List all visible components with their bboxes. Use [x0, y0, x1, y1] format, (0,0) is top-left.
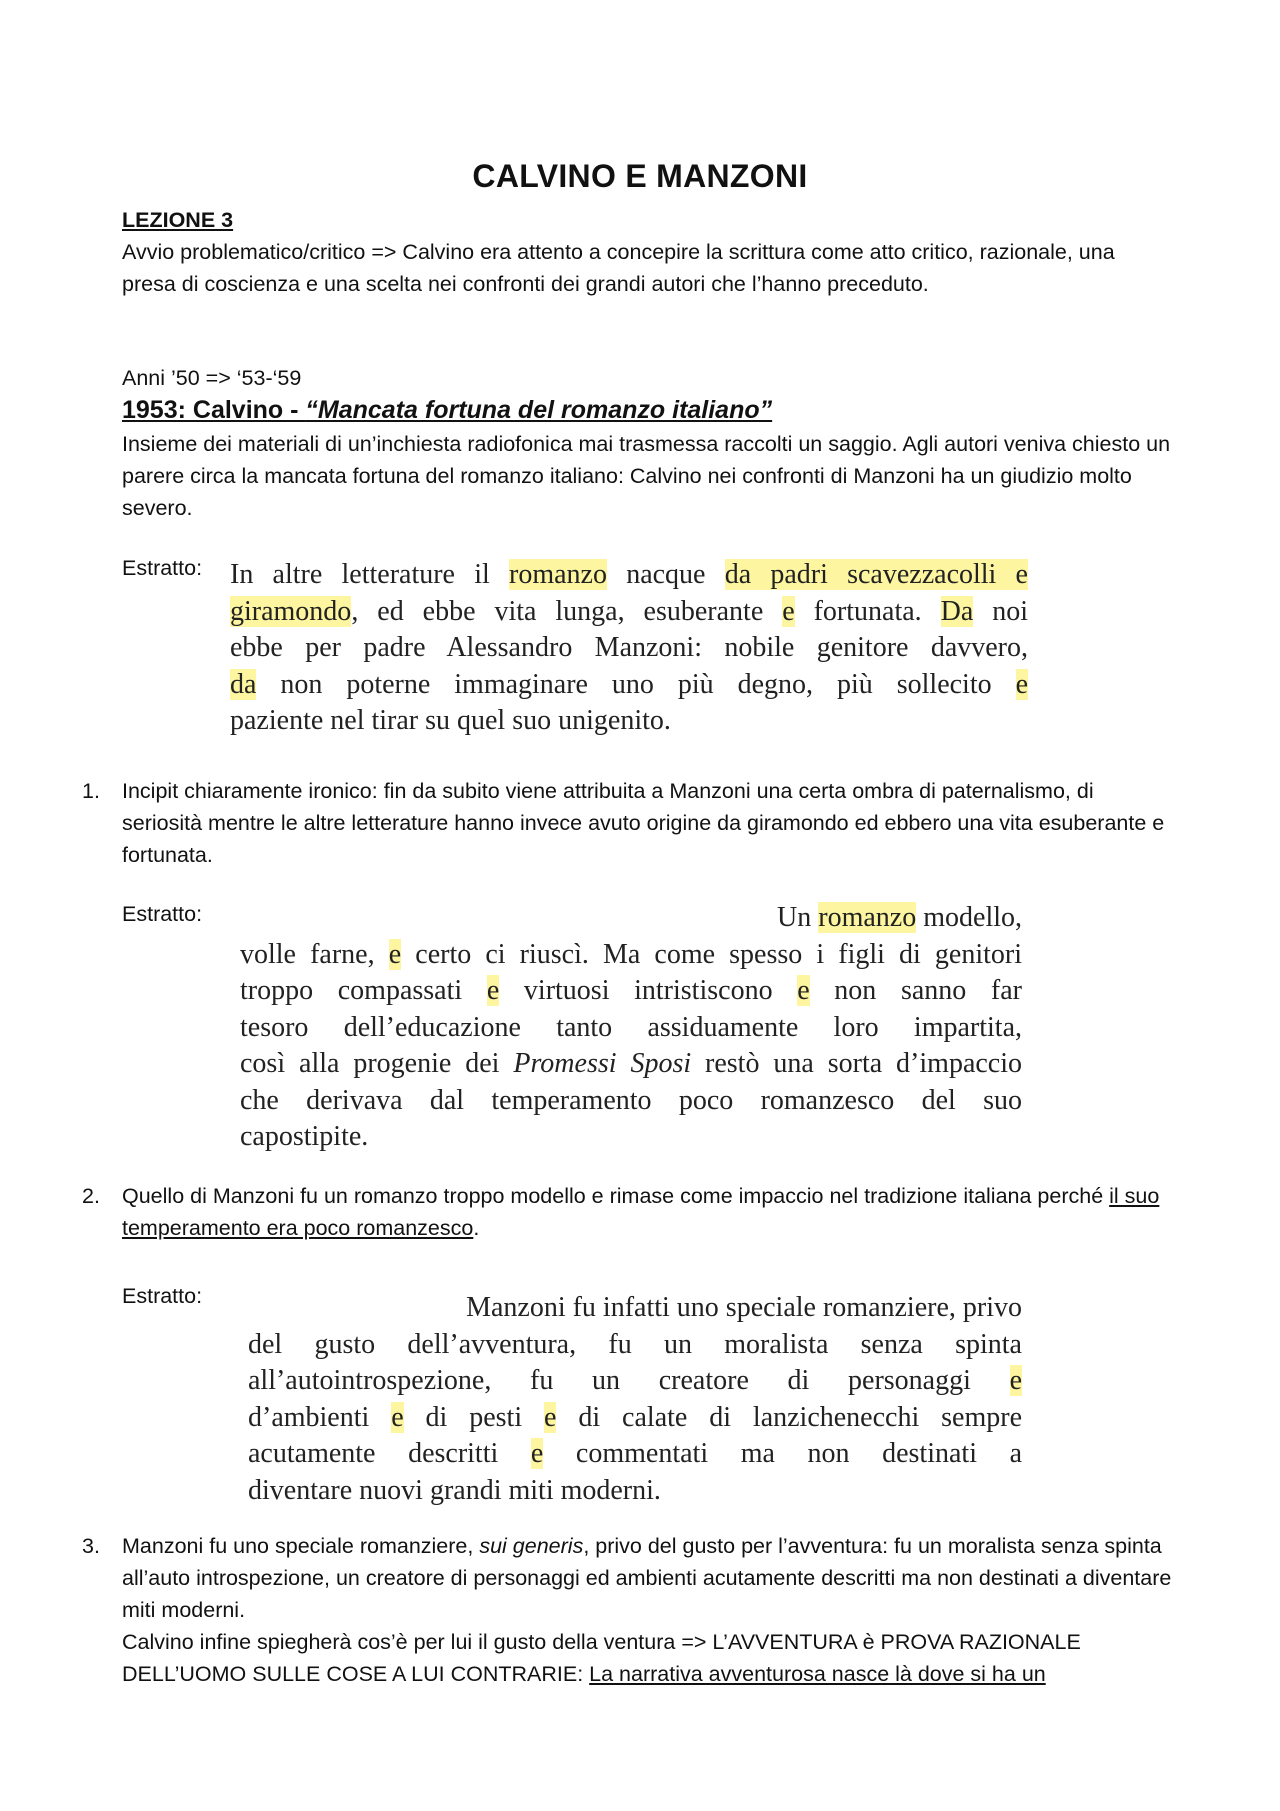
heading-work-title: “Mancata fortuna del romanzo italiano” [305, 396, 773, 424]
quote-line: che derivava dal temperamento poco romanzesco del suo [240, 1084, 1022, 1116]
quote-line: tesoro dell’educazione tanto assiduamente loro impartita, [240, 1011, 1022, 1043]
quote-line: del gusto dell’avventura, fu un moralista senza spinta [248, 1328, 1022, 1360]
quote-line: acutamente descritti e commentati ma non destinati a [248, 1438, 1022, 1469]
extract-label-3: Estratto: [122, 1284, 203, 1308]
intro-paragraph: Avvio problematico/critico => Calvino era attento a concepire la scrittura come atto critico, razionale, una presa di coscienza e una scelta nei confronti dei grandi autori che l’hanno preceduto. [122, 240, 1115, 296]
quote-line: all’autointrospezione, fu un creatore di personaggi e [248, 1365, 1022, 1396]
list-item-3: 3. Manzoni fu uno speciale romanziere, sui generis, privo del gusto per l’avventura: fu un moralista senza spinta all’auto introspezione, un creatore di personaggi ed ambienti acutamente descritti ma non destinati a diventare miti moderni. Calvino infine spiegherà cos’è per lui il gusto della ventura => L’AVVENTURA è PROVA RAZIONALE DELL’UOMO SULLE COSE A LUI CONTRARIE: La narrativa avventurosa nasce là dove si ha un [122, 1530, 1172, 1690]
list-number: 2. [82, 1184, 100, 1208]
quote-line: troppo compassati e virtuosi intristiscono e non sanno far [240, 975, 1023, 1006]
quote-line: Manzoni fu infatti uno speciale romanziere, privo [466, 1292, 1022, 1323]
quote-line: d’ambienti e di pesti e di calate di lanzichenecchi sempre [248, 1401, 1023, 1433]
list-item-underlined: il suo temperamento era poco romanzesco [122, 1184, 1160, 1240]
quote-line: ebbe per padre Alessandro Manzoni: nobile genitore davvero, [230, 632, 1028, 663]
page-title: CALVINO E MANZONI [472, 158, 808, 194]
section-heading [122, 394, 1172, 426]
quote-line: In altre letterature il romanzo nacque da padri scavezzacolli e [230, 559, 1028, 590]
extract-quote-1 [230, 557, 1028, 740]
extract-quote-2 [240, 900, 1022, 1156]
years-line: Anni ’50 => ‘53-‘59 [122, 366, 302, 390]
list-item-text: Incipit chiaramente ironico: fin da subito viene attribuita a Manzoni una certa ombra di paternalismo, di seriosità mentre le altre letterature hanno invece avuto origine da giramondo ed ebbero una vita esuberante e fortunata. [122, 779, 1165, 867]
list-number: 3. [82, 1534, 100, 1558]
conclusion-text: Calvino infine spiegherà cos’è per lui il gusto della ventura => L’AVVENTURA è PROVA RAZIONALE DELL’UOMO SULLE COSE A LUI CONTRARIE: [122, 1630, 1081, 1686]
quote-line: paziente nel tirar su quel suo unigenito. [230, 705, 671, 736]
extract-quote-3 [248, 1290, 1022, 1509]
list-item-text: Manzoni fu uno speciale romanziere, [122, 1534, 480, 1558]
list-item-2: 2. Quello di Manzoni fu un romanzo troppo modello e rimase come impaccio nel tradizione italiana perché il suo temperamento era poco romanzesco. [122, 1180, 1172, 1244]
conclusion-underlined: La narrativa avventurosa nasce là dove si ha un [589, 1662, 1046, 1686]
quote-line: capostipite. [240, 1121, 369, 1152]
quote-line: volle farne, e certo ci riuscì. Ma come spesso i figli di genitori [240, 938, 1022, 970]
quote-line: così alla progenie dei Promessi Sposi restò una sorta d’impaccio [240, 1048, 1023, 1079]
list-number: 1. [82, 779, 100, 803]
list-item-1 [82, 775, 1172, 871]
quote-line: diventare nuovi grandi miti moderni. [248, 1474, 661, 1506]
quote-line: Un romanzo modello, [777, 902, 1022, 933]
context-paragraph: Insieme dei materiali di un’inchiesta radiofonica mai trasmessa raccolti un saggio. Agli autori veniva chiesto un parere circa la mancata fortuna del romanzo italiano: Calvino nei confronti di Manzoni ha un giudizio molto severo. [122, 432, 1171, 520]
extract-label-1: Estratto: [122, 556, 203, 580]
list-item-text: Quello di Manzoni fu un romanzo troppo modello e rimase come impaccio nel tradizione italiana perché [122, 1184, 1110, 1208]
lesson-label: LEZIONE 3 [122, 208, 234, 232]
quote-line: giramondo, ed ebbe vita lunga, esuberante e fortunata. Da noi [230, 595, 1029, 627]
extract-label-2: Estratto: [122, 902, 203, 926]
quote-line: da non poterne immaginare uno più degno, più sollecito e [230, 668, 1028, 700]
list-item-italic: sui generis [479, 1534, 584, 1558]
heading-prefix: 1953: Calvino - [122, 396, 306, 424]
